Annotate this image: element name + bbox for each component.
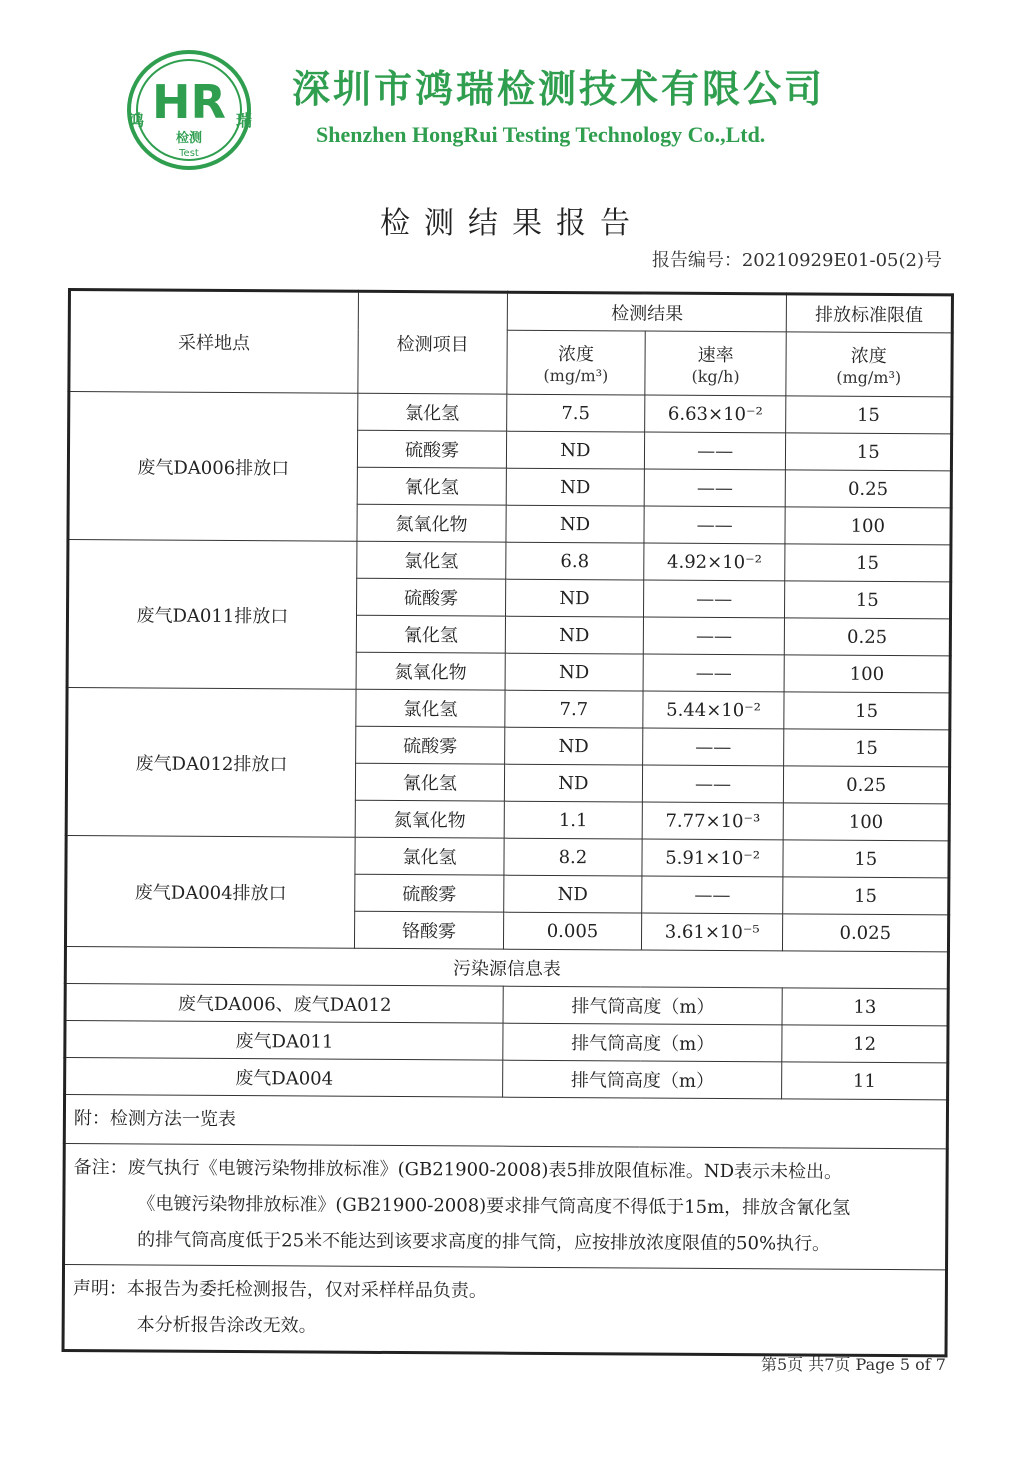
sampling-location: 废气DA011排放口 <box>67 540 357 690</box>
header-rate-label: 速率 <box>697 345 734 367</box>
logo-letters: HR <box>152 75 226 129</box>
rate: —— <box>642 728 784 766</box>
test-item: 硫酸雾 <box>355 726 505 764</box>
test-item: 氮氧化物 <box>355 800 505 838</box>
test-item: 氯化氢 <box>357 393 507 431</box>
test-item: 氯化氢 <box>356 689 506 727</box>
statement-line-1: 声明：本报告为委托检测报告，仅对采样样品负责。 <box>72 1278 487 1302</box>
sampling-location: 废气DA012排放口 <box>66 688 356 838</box>
limit: 0.25 <box>785 618 951 656</box>
sampling-location: 废气DA004排放口 <box>65 835 354 948</box>
rate: 5.44×10⁻² <box>643 691 785 729</box>
test-item: 硫酸雾 <box>357 430 507 468</box>
limit: 15 <box>783 877 949 915</box>
concentration: ND <box>505 727 643 765</box>
limit: 15 <box>786 396 952 434</box>
sampling-location: 废气DA006排放口 <box>68 392 358 542</box>
header-rate <box>645 331 787 395</box>
concentration: ND <box>504 764 642 802</box>
info-source: 废气DA006、废气DA012 <box>65 983 503 1023</box>
concentration: ND <box>506 579 644 617</box>
limit: 0.25 <box>784 766 950 804</box>
header-conc-label: 浓度 <box>557 344 595 366</box>
test-item: 氯化氢 <box>357 541 507 579</box>
test-item: 氮氧化物 <box>357 504 507 542</box>
remark-line-2: 《电镀污染物排放标准》(GB21900-2008)要求排气筒高度不得低于15m，排放含氰化氢 <box>137 1193 851 1219</box>
rate: 7.77×10⁻³ <box>642 802 784 840</box>
header-limit-conc <box>786 332 952 397</box>
table-row <box>66 835 949 877</box>
remark-line-1: 备注：废气执行《电镀污染物排放标准》(GB21900-2008)表5排放限值标准。ND表示未检出。 <box>73 1157 843 1183</box>
concentration: 0.005 <box>504 912 642 950</box>
logo-left-char: 鸿 <box>128 111 145 130</box>
test-item: 氰化氢 <box>355 763 505 801</box>
test-item: 硫酸雾 <box>355 874 505 912</box>
info-table-title: 污染源信息表 <box>65 946 948 988</box>
concentration: ND <box>505 653 643 691</box>
info-label: 排气筒高度（m） <box>503 1060 783 1099</box>
concentration: 1.1 <box>504 801 642 839</box>
rate: —— <box>643 654 785 692</box>
rate: —— <box>644 432 786 470</box>
logo-right-char: 瑞 <box>236 111 253 130</box>
concentration: 8.2 <box>504 838 642 876</box>
statement-line-2: 本分析报告涂改无效。 <box>136 1314 317 1337</box>
limit: 15 <box>784 692 950 730</box>
rate: 5.91×10⁻² <box>642 839 784 877</box>
table-row <box>69 392 952 434</box>
rate: —— <box>642 765 784 803</box>
table-row <box>65 1057 948 1099</box>
concentration: ND <box>507 431 645 469</box>
report-number: 报告编号：20210929E01-05(2)号 <box>651 250 942 271</box>
report-header <box>0 0 1024 190</box>
concentration: ND <box>505 616 643 654</box>
concentration: 7.5 <box>507 394 645 432</box>
info-value: 13 <box>782 988 948 1026</box>
logo-sub-en: Test <box>179 148 199 159</box>
header-location: 采样地点 <box>69 290 358 394</box>
limit: 15 <box>783 840 949 878</box>
report-title: 检测结果报告 <box>380 206 644 241</box>
info-label: 排气筒高度（m） <box>503 1023 783 1062</box>
logo-sub-cn: 检测 <box>175 131 203 146</box>
concentration: ND <box>506 468 644 506</box>
rate: —— <box>641 876 783 914</box>
test-item: 氮氧化物 <box>356 652 506 690</box>
page-footer: 第5页 共7页 Page 5 of 7 <box>760 1355 946 1374</box>
limit: 100 <box>785 507 951 545</box>
header-conc <box>507 331 645 395</box>
concentration: 7.7 <box>505 690 643 728</box>
rate: 3.61×10⁻⁵ <box>641 913 783 951</box>
concentration: 6.8 <box>506 542 644 580</box>
header-rate-unit: (kg/h) <box>691 366 740 387</box>
company-name-cn: 深圳市鸿瑞检测技术有限公司 <box>292 66 826 111</box>
table-row <box>65 1020 948 1062</box>
header-limit-conc-label: 浓度 <box>850 345 887 368</box>
concentration: ND <box>506 505 644 543</box>
results-table <box>62 288 954 1357</box>
test-item: 铬酸雾 <box>354 911 504 949</box>
info-value: 12 <box>782 1025 948 1063</box>
limit: 0.025 <box>783 914 949 952</box>
test-item: 氰化氢 <box>356 615 506 653</box>
limit: 15 <box>784 729 950 767</box>
info-source: 废气DA004 <box>65 1057 503 1097</box>
header-conc-unit: (mg/m³) <box>543 366 609 386</box>
table-row <box>67 688 950 730</box>
header-limit-unit: (mg/m³) <box>836 367 902 388</box>
table-row <box>68 540 951 582</box>
company-logo <box>118 46 260 176</box>
limit: 15 <box>786 433 952 471</box>
info-label: 排气筒高度（m） <box>503 986 783 1025</box>
test-item: 氰化氢 <box>357 467 507 505</box>
limit: 100 <box>785 655 951 693</box>
table-row <box>65 983 948 1025</box>
remark-line-3: 的排气筒高度低于25米不能达到该要求高度的排气筒，应按排放浓度限值的50%执行。 <box>137 1229 831 1255</box>
limit: 0.25 <box>786 470 952 508</box>
info-source: 废气DA011 <box>65 1020 503 1060</box>
appendix-note: 附：检测方法一览表 <box>64 1094 947 1148</box>
rate: —— <box>643 617 785 655</box>
header-results: 检测结果 <box>507 292 787 332</box>
limit: 15 <box>785 544 951 582</box>
concentration: ND <box>504 875 642 913</box>
rate: 4.92×10⁻² <box>643 543 785 581</box>
statement <box>63 1264 947 1355</box>
limit: 15 <box>785 581 951 619</box>
rate: 6.63×10⁻² <box>644 395 786 433</box>
seal-stamp-edge <box>998 232 1024 432</box>
rate: —— <box>644 506 786 544</box>
limit: 100 <box>784 803 950 841</box>
rate: —— <box>643 580 785 618</box>
header-item: 检测项目 <box>358 291 508 394</box>
test-item: 硫酸雾 <box>356 578 506 616</box>
company-name-en: Shenzhen HongRui Testing Technology Co.,Ltd. <box>316 122 766 147</box>
test-item: 氯化氢 <box>355 837 505 875</box>
header-limit: 排放标准限值 <box>787 294 953 333</box>
info-value: 11 <box>782 1062 948 1100</box>
remarks <box>64 1143 948 1269</box>
rate: —— <box>644 469 786 507</box>
